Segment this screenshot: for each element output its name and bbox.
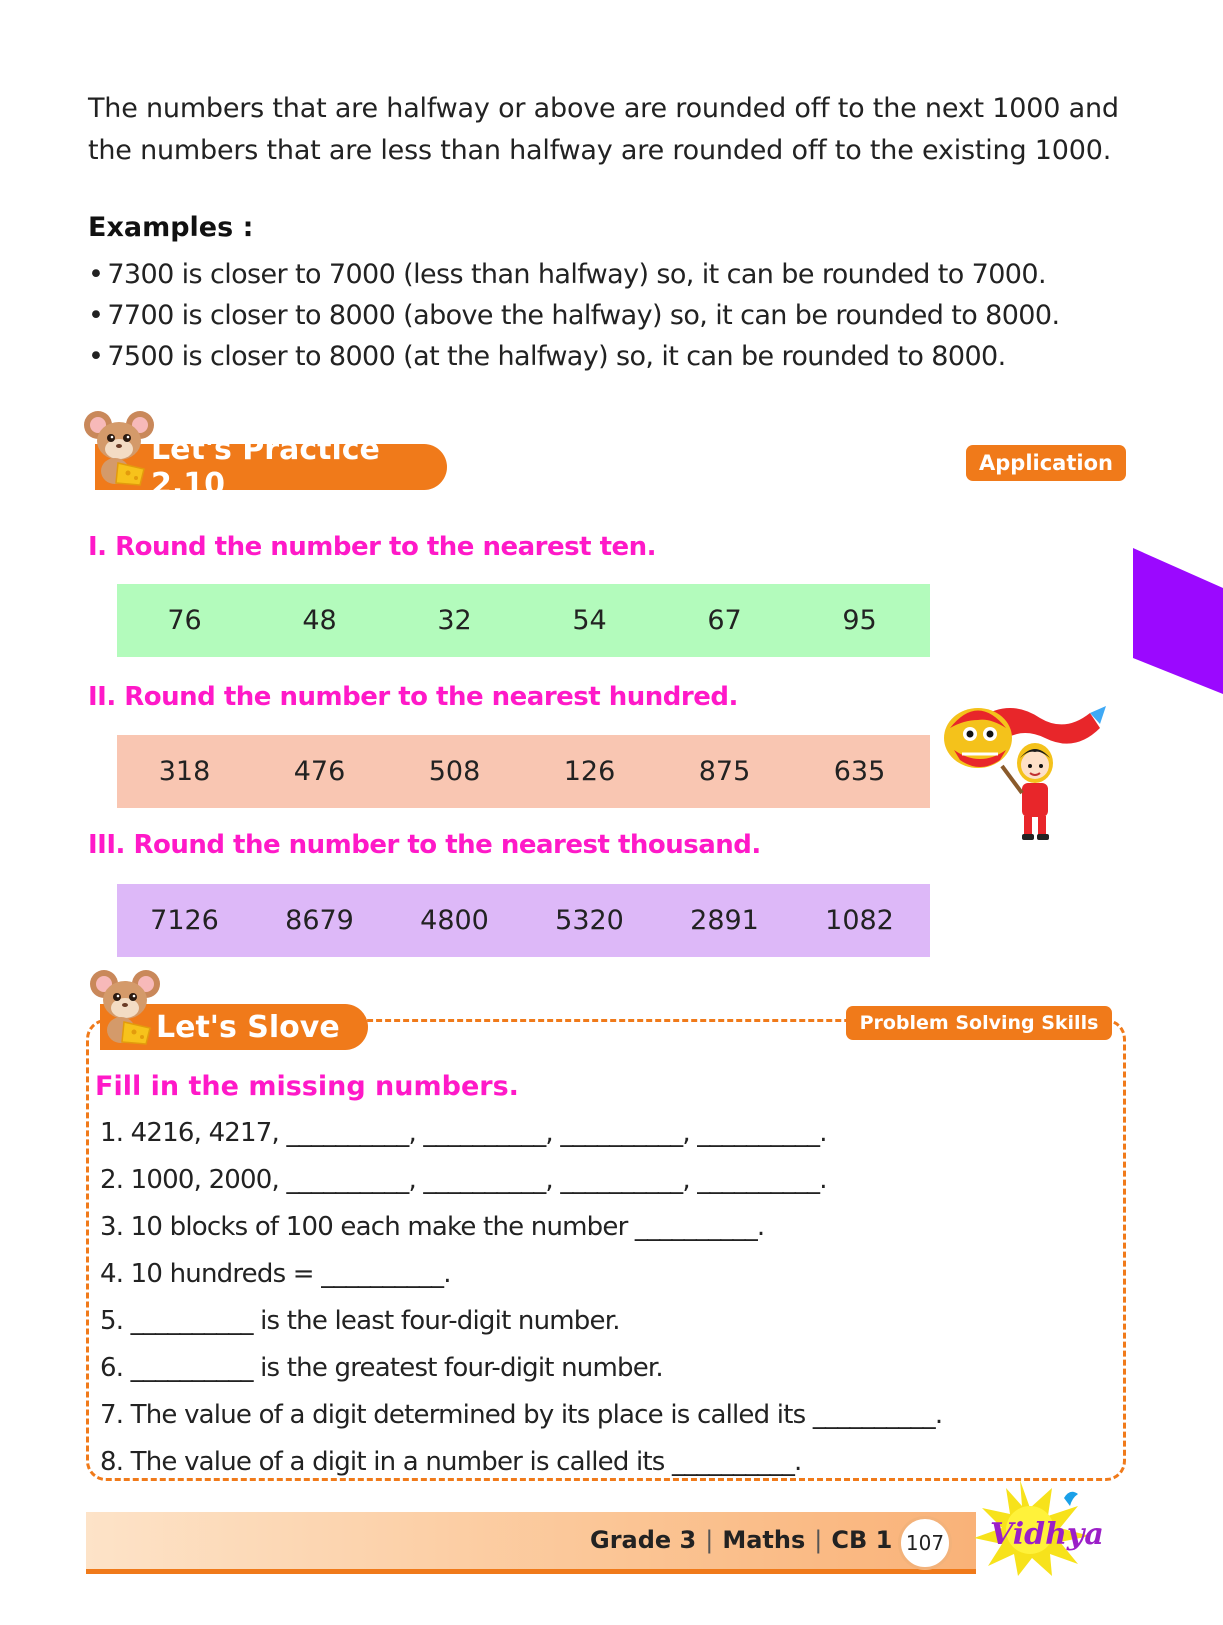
number-cell: 67 (707, 605, 742, 636)
number-cell: 126 (563, 756, 616, 787)
question-heading-thousand: III. Round the number to the nearest thousand. (88, 830, 761, 860)
fill-in-title: Fill in the missing numbers. (95, 1071, 519, 1102)
fill-in-item: 8. The value of a digit in a number is called its __________. (100, 1447, 802, 1477)
fill-in-item: 5. __________ is the least four-digit number. (100, 1306, 620, 1336)
number-row-thousand (117, 884, 930, 957)
number-cell: 5320 (555, 905, 624, 936)
application-tag: Application (966, 445, 1126, 481)
footer-subject: Maths (722, 1526, 806, 1554)
intro-paragraph: The numbers that are halfway or above are rounded off to the next 1000 and the numbers that are less than halfway are rounded off to the existing 1000. (88, 93, 1119, 166)
number-cell: 318 (158, 756, 211, 787)
mouse-mascot-icon (88, 964, 166, 1046)
number-cell: 8679 (285, 905, 354, 936)
fill-in-item: 7. The value of a digit determined by its place is called its __________. (100, 1400, 943, 1430)
number-cell: 508 (428, 756, 481, 787)
fill-in-item: 1. 4216, 4217, __________, __________, __________, __________. (100, 1118, 827, 1148)
fill-in-item: 2. 1000, 2000, __________, __________, __________, __________. (100, 1165, 827, 1195)
number-cell: 476 (293, 756, 346, 787)
number-cell: 32 (437, 605, 472, 636)
number-cell: 875 (698, 756, 751, 787)
question-heading-hundred: II. Round the number to the nearest hundred. (88, 682, 738, 712)
number-cell: 54 (572, 605, 607, 636)
number-cell: 7126 (150, 905, 219, 936)
chapter-side-tab (1133, 548, 1223, 694)
mouse-mascot-icon (82, 405, 160, 487)
example-item: • 7300 is closer to 7000 (less than halfway) so, it can be rounded to 7000. (88, 254, 1059, 295)
number-cell: 48 (302, 605, 337, 636)
solve-banner-label: Let's Slove (156, 1009, 340, 1045)
fill-in-item: 4. 10 hundreds = __________. (100, 1259, 451, 1289)
fill-in-list (100, 1110, 942, 1486)
fill-in-item: 6. __________ is the greatest four-digit number. (100, 1353, 663, 1383)
footer-separator: | (814, 1526, 823, 1554)
question-heading-ten: I. Round the number to the nearest ten. (88, 532, 657, 562)
logo-text: Vidhya (990, 1517, 1104, 1552)
fill-in-item: 3. 10 blocks of 100 each make the number __________. (100, 1212, 765, 1242)
examples-list (88, 254, 1059, 377)
number-cell: 95 (842, 605, 877, 636)
number-row-hundred (117, 735, 930, 808)
example-item: • 7500 is closer to 8000 (at the halfway) so, it can be rounded to 8000. (88, 336, 1059, 377)
number-cell: 76 (167, 605, 202, 636)
number-cell: 635 (833, 756, 886, 787)
footer-info (590, 1526, 892, 1554)
dragon-dance-illustration (940, 688, 1108, 848)
footer-grade: Grade 3 (590, 1526, 697, 1554)
vidhya-logo-icon (960, 1478, 1130, 1578)
footer-separator: | (705, 1526, 714, 1554)
number-row-ten (117, 584, 930, 657)
practice-banner-label: Let's Practice 2.10 (151, 432, 380, 502)
number-cell: 2891 (690, 905, 759, 936)
problem-solving-tag: Problem Solving Skills (846, 1006, 1112, 1040)
examples-title: Examples : (88, 212, 254, 243)
footer-book: CB 1 (831, 1526, 893, 1554)
page-number: 107 (898, 1516, 952, 1570)
number-cell: 1082 (825, 905, 894, 936)
example-item: • 7700 is closer to 8000 (above the halfway) so, it can be rounded to 8000. (88, 295, 1059, 336)
number-cell: 4800 (420, 905, 489, 936)
